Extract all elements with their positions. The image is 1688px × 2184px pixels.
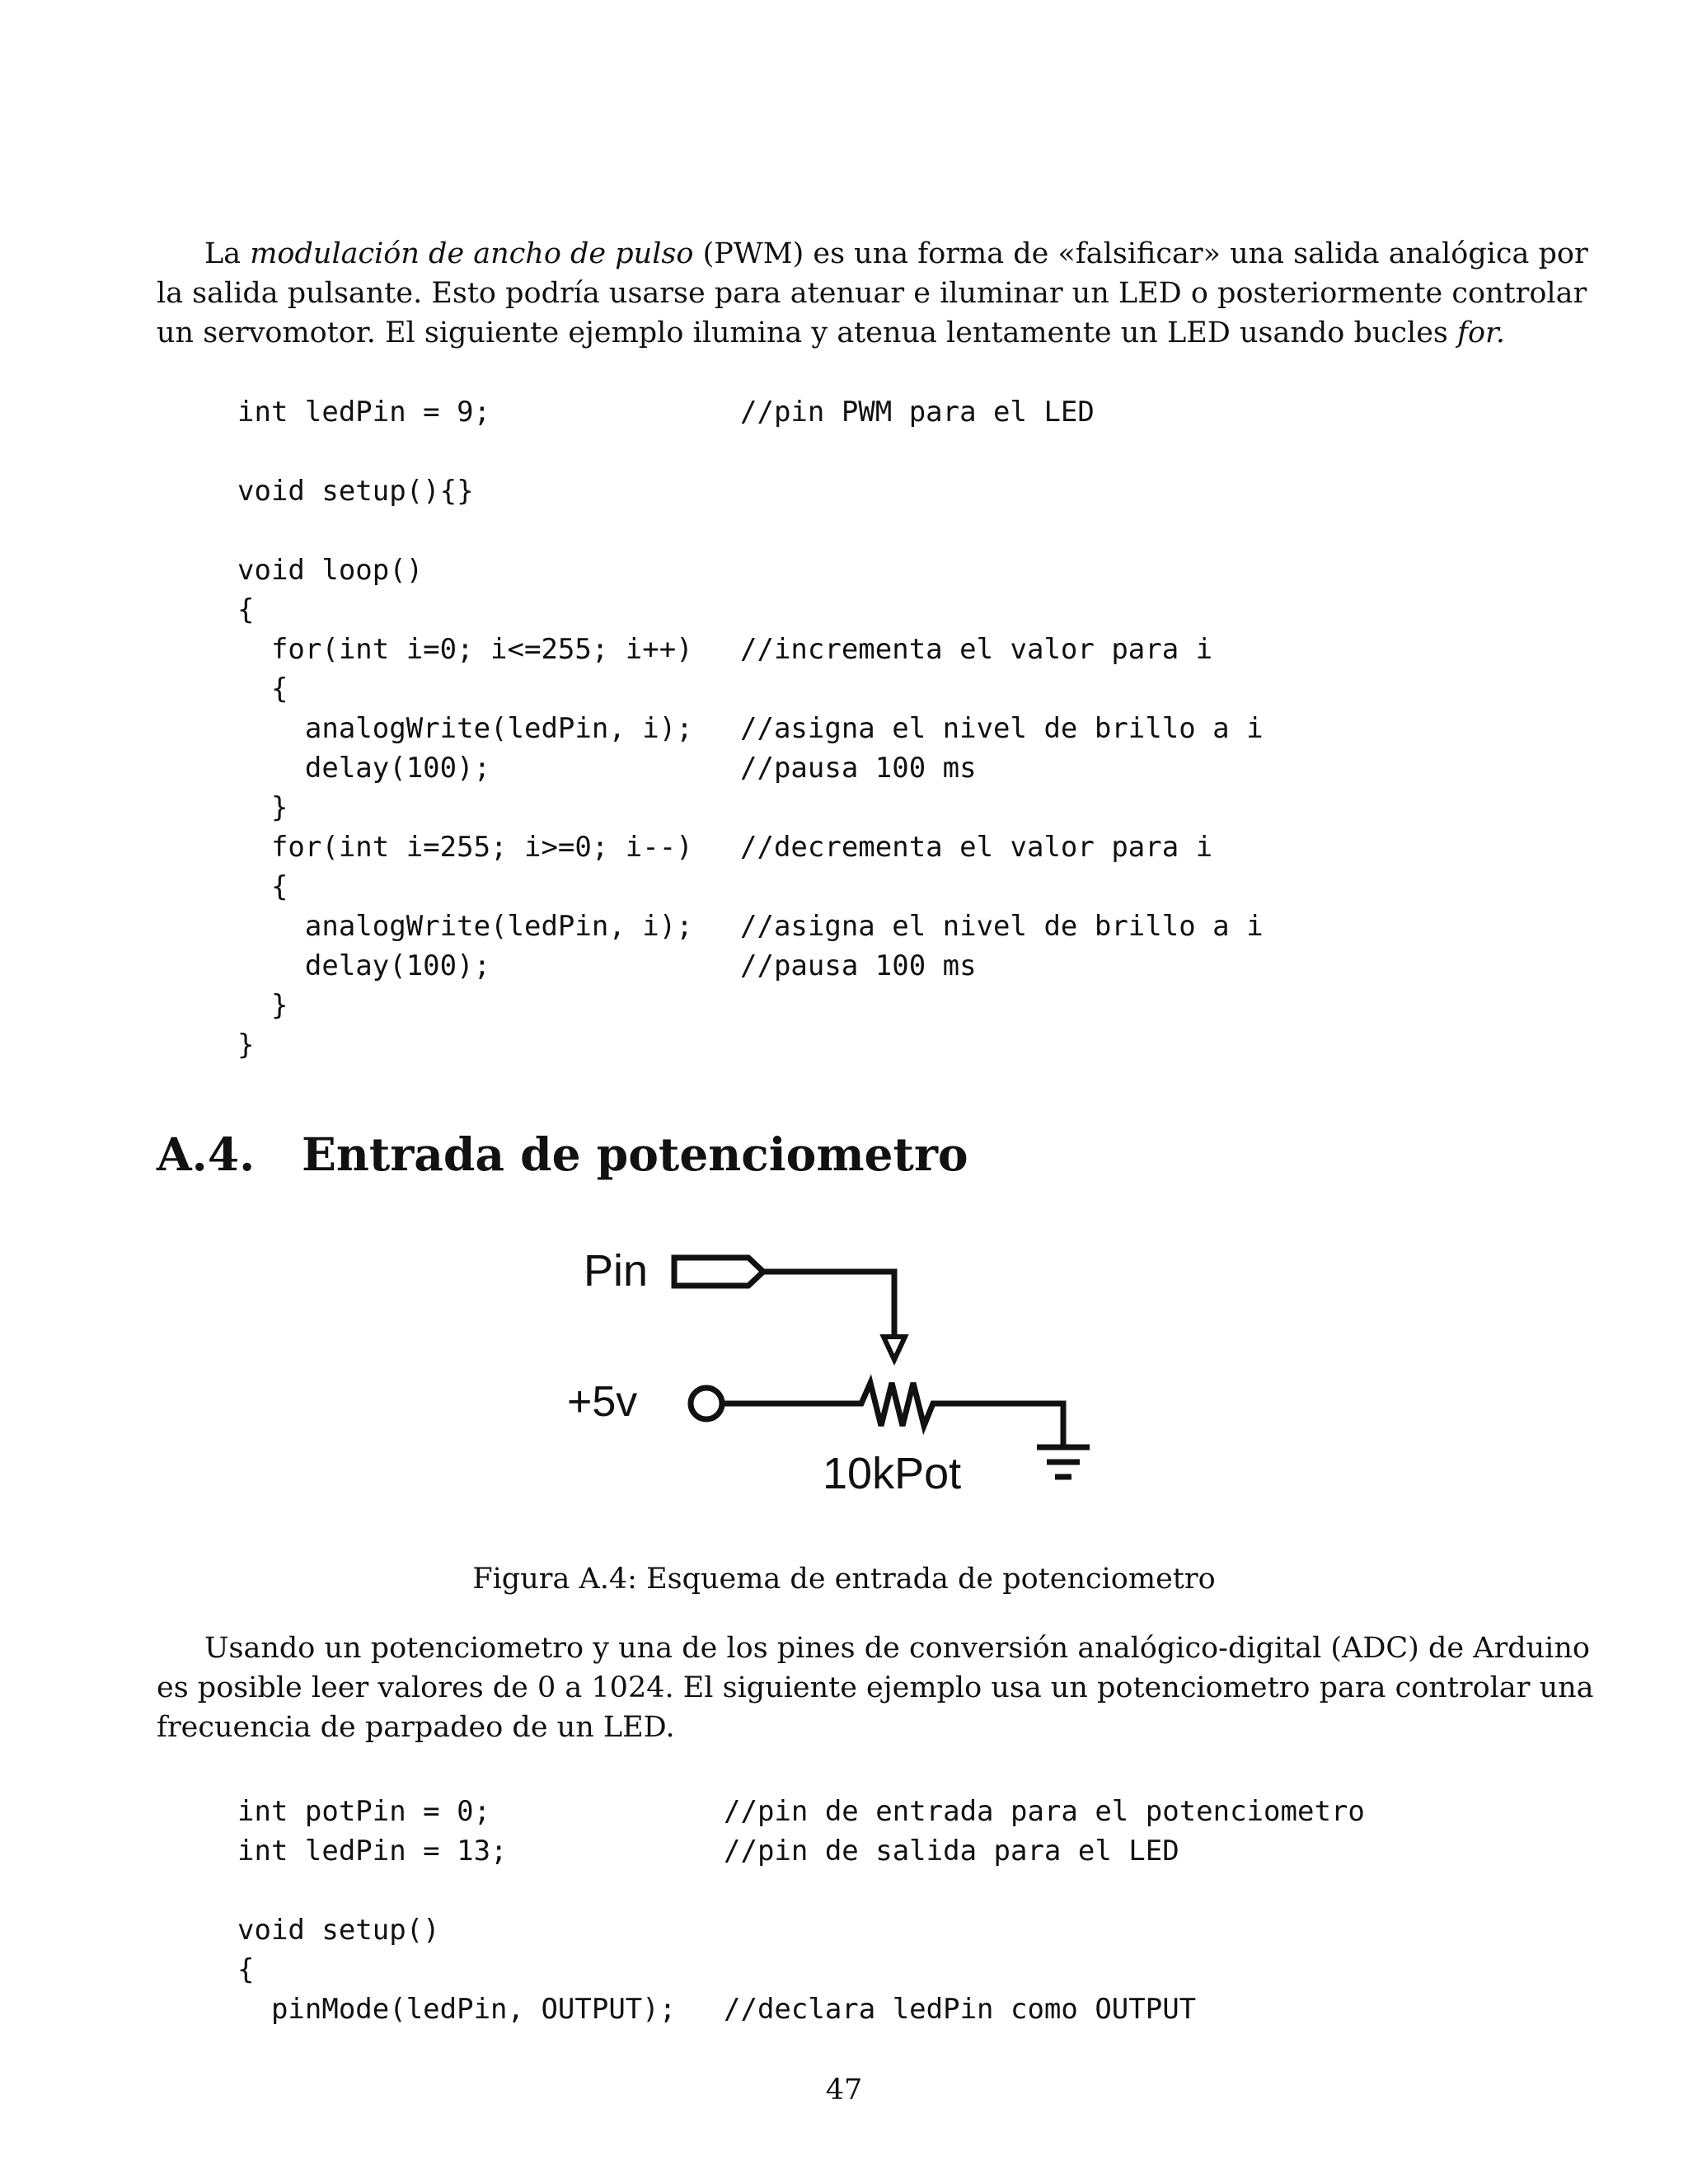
wiper-arrow [884, 1337, 905, 1360]
section-title: Entrada de potenciometro [302, 1127, 968, 1181]
code-text: for(int i=0; i<=255; i++) [237, 633, 693, 666]
paragraph-line: Usando un potenciometro y una de los pines de conversión analógico-digital (ADC) de Arduino [204, 1632, 1590, 1665]
paragraph-line: es posible leer valores de 0 a 1024. El siguiente ejemplo usa un potenciometro para controlar una [157, 1671, 1594, 1704]
code-text: { [237, 870, 288, 903]
resistor-trace [722, 1383, 1063, 1446]
wiper-wire [763, 1272, 894, 1337]
code-comment: //incrementa el valor para i [740, 633, 1213, 666]
text-span: (PWM) es una forma de «falsificar» una salida analógica por [693, 237, 1588, 270]
page-number: 47 [825, 2074, 863, 2107]
section-number: A.4. [157, 1127, 256, 1181]
code-text: } [237, 791, 288, 824]
code-comment: //pausa 100 ms [740, 752, 977, 785]
code-text: { [237, 593, 255, 626]
code-text: analogWrite(ledPin, i); [237, 712, 693, 745]
code-text: } [237, 1029, 255, 1062]
code-text: int potPin = 0; [237, 1795, 491, 1828]
paragraph-line: frecuencia de parpadeo de un LED. [157, 1711, 675, 1744]
paragraph-pot-intro [157, 1629, 1594, 1747]
pin-label: Pin [584, 1246, 649, 1296]
figure-caption: Figura A.4: Esquema de entrada de potenciometro [472, 1563, 1216, 1596]
code-comment: //decrementa el valor para i [740, 831, 1213, 864]
code-comment: //pin de entrada para el potenciometro [724, 1795, 1365, 1828]
code-text: { [237, 1953, 255, 1986]
code-text: delay(100); [237, 949, 491, 982]
code-comment: //declara ledPin como OUTPUT [724, 1993, 1197, 2026]
paragraph-line: la salida pulsante. Esto podría usarse para atenuar e iluminar un LED o posteriormente controlar [157, 277, 1587, 310]
section-heading [157, 1126, 968, 1183]
pot-label: 10kPot [823, 1449, 962, 1498]
code-text: pinMode(ledPin, OUTPUT); [237, 1993, 677, 2026]
code-text: { [237, 673, 288, 705]
code-comment: //pin de salida para el LED [724, 1835, 1179, 1868]
code-text: analogWrite(ledPin, i); [237, 910, 693, 943]
code-comment: //asigna el nivel de brillo a i [740, 712, 1264, 745]
supply-terminal [691, 1388, 722, 1419]
code-text: void setup(){} [237, 475, 474, 508]
text-span: La [204, 237, 251, 270]
code-text: } [237, 989, 288, 1022]
code-text: int ledPin = 13; [237, 1835, 508, 1868]
code-text: for(int i=255; i>=0; i--) [237, 831, 693, 864]
emphasis-text: modulación de ancho de pulso [250, 237, 694, 270]
code-text: delay(100); [237, 752, 491, 785]
paragraph-pwm-intro [157, 234, 1588, 353]
paragraph-line [157, 313, 1531, 353]
code-text: int ledPin = 9; [237, 396, 491, 429]
code-comment: //pin PWM para el LED [740, 396, 1095, 429]
code-text: void loop() [237, 554, 424, 587]
paragraph-line [157, 234, 1588, 274]
potentiometer-schematic [560, 1244, 1121, 1516]
code-text: void setup() [237, 1914, 440, 1947]
emphasis-text: for. [1457, 316, 1506, 349]
text-span: un servomotor. El siguiente ejemplo ilumina y atenua lentamente un LED usando bucles [157, 316, 1458, 349]
supply-label: +5v [567, 1378, 638, 1426]
code-comment: //pausa 100 ms [740, 949, 977, 982]
pin-connector [674, 1258, 763, 1286]
code-comment: //asigna el nivel de brillo a i [740, 910, 1264, 943]
